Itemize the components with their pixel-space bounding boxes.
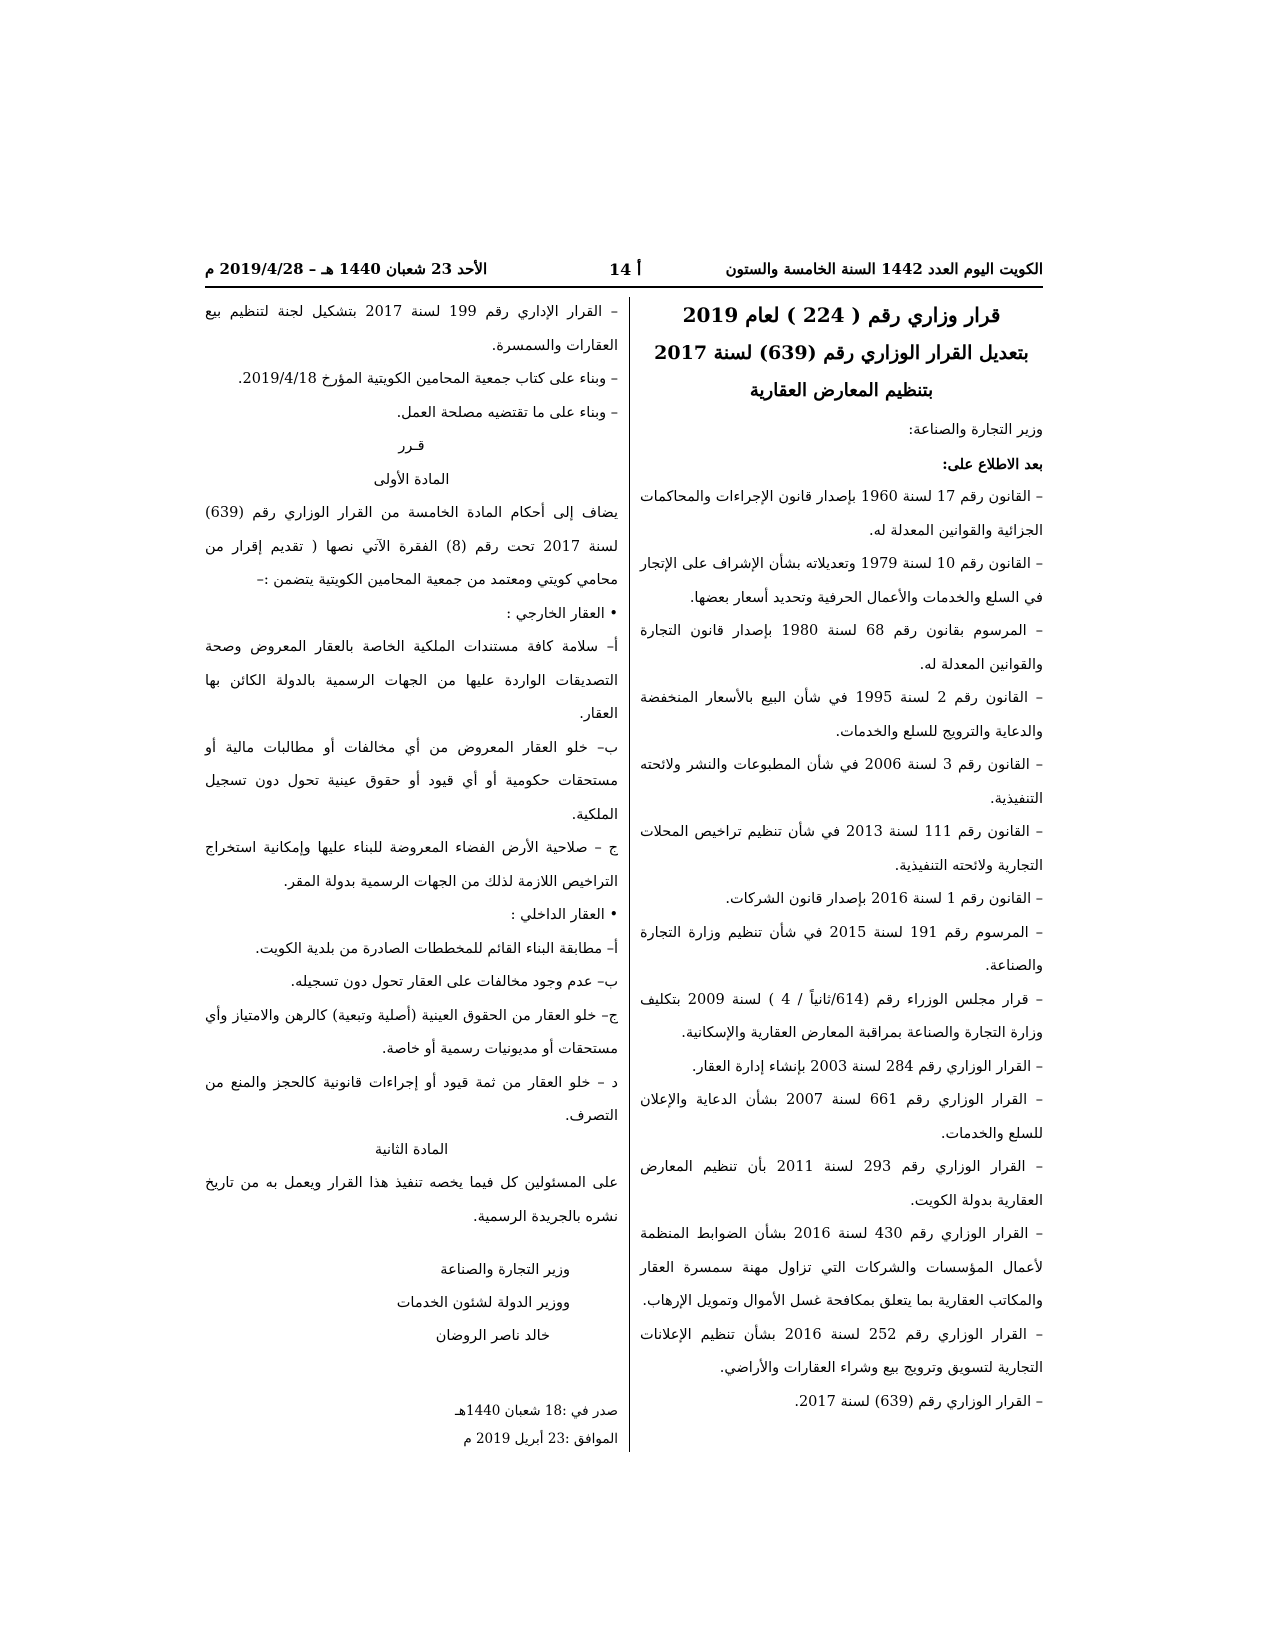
signature-title-1: وزير التجارة والصناعة xyxy=(440,1262,570,1278)
reference-item: – المرسوم بقانون رقم 68 لسنة 1980 بإصدار قانون التجارة والقوانين المعدلة له. xyxy=(640,623,1043,673)
minister-line: وزير التجارة والصناعة: xyxy=(908,422,1043,438)
issue-date-block xyxy=(205,1397,618,1453)
article-2-title: المادة الثانية xyxy=(374,1141,449,1158)
reference-item: – القرار الوزاري رقم (639) لسنة 2017. xyxy=(794,1393,1043,1410)
reference-item: – وبناء على ما تقتضيه مصلحة العمل. xyxy=(396,404,618,421)
page-header xyxy=(205,254,1043,284)
reference-item: – القانون رقم 17 لسنة 1960 بإصدار قانون الإجراءات والمحاكمات الجزائية والقوانين المعدلة له. xyxy=(640,489,1043,539)
reference-item: – القانون رقم 3 لسنة 2006 في شأن المطبوعات والنشر ولائحته التنفيذية. xyxy=(640,757,1043,807)
decision-subtitle: بتعديل القرار الوزاري رقم (639) لسنة 2017 xyxy=(654,342,1029,364)
reference-item: – القرار الوزاري رقم 284 لسنة 2003 بإنشاء إدارة العقار. xyxy=(691,1058,1043,1075)
external-item: ج – صلاحية الأرض الفضاء المعروضة للبناء عليها وإمكانية استخراج التراخيص اللازمة لذلك من الجهات الرسمية بدولة المقر. xyxy=(205,840,618,890)
reference-item: – القرار الإداري رقم 199 لسنة 2017 بتشكيل لجنة لتنظيم بيع العقارات والسمسرة. xyxy=(205,304,618,354)
internal-item: د – خلو العقار من ثمة قيود أو إجراءات قانونية كالحجز والمنع من التصرف. xyxy=(205,1074,618,1124)
reference-item: – القانون رقم 10 لسنة 1979 وتعديلاته بشأن الإشراف على الإتجار في السلع والخدمات والأعمال الحرفية وتحديد أسعار بعضها. xyxy=(640,556,1043,606)
reference-item: – القانون رقم 111 لسنة 2013 في شأن تنظيم تراخيص المحلات التجارية ولائحته التنفيذية. xyxy=(640,824,1043,874)
after-review-line: بعد الاطلاع على: xyxy=(942,455,1043,473)
decision-title: قرار وزاري رقم ( 224 ) لعام 2019 xyxy=(682,303,1001,327)
internal-item: أ– مطابقة البناء القائم للمخططات الصادرة من بلدية الكويت. xyxy=(255,940,618,957)
reference-item: – القرار الوزاري رقم 430 لسنة 2016 بشأن الضوابط المنظمة لأعمال المؤسسات والشركات التي تزاول مهنة سمسرة العقار والمكاتب العقارية بما يتعلق بمكافحة غسل الأموال وتمويل الإرهاب. xyxy=(640,1226,1043,1309)
reference-item: – وبناء على كتاب جمعية المحامين الكويتية المؤرخ 2019/4/18. xyxy=(237,371,618,387)
article-2-text: على المسئولين كل فيما يخصه تنفيذ هذا القرار ويعمل به من تاريخ نشره بالجريدة الرسمية. xyxy=(205,1175,618,1225)
external-item: أ– سلامة كافة مستندات الملكية الخاصة بالعقار المعروض وصحة التصديقات الواردة عليها من الجهات الرسمية بالدولة الكائن بها العقار. xyxy=(205,639,618,722)
issue-date-hijri: صدر في :18 شعبان 1440هـ xyxy=(454,1403,618,1419)
signature-title-2: ووزير الدولة لشئون الخدمات xyxy=(396,1295,570,1311)
reference-item: – المرسوم رقم 191 لسنة 2015 في شأن تنظيم وزارة التجارة والصناعة. xyxy=(640,924,1043,974)
header-date: الأحد 23 شعبان 1440 هـ – 2019/4/28 م xyxy=(205,260,488,278)
reference-item: – القرار الوزاري رقم 252 لسنة 2016 بشأن تنظيم الإعلانات التجارية لتسويق وترويج بيع وشراء العقارات والأراضي. xyxy=(640,1326,1043,1376)
reference-item: – قرار مجلس الوزراء رقم (614/ثانياً / 4 ) لسنة 2009 بتكليف وزارة التجارة والصناعة بمراقبة المعارض العقارية والإسكانية. xyxy=(640,991,1043,1041)
reference-item: – القانون رقم 1 لسنة 2016 بإصدار قانون الشركات. xyxy=(725,891,1043,907)
signature-block xyxy=(205,1254,618,1353)
issue-date-gregorian: الموافق :23 أبريل 2019 م xyxy=(463,1431,618,1447)
header-page-number: أ 14 xyxy=(609,260,642,279)
external-property-heading: • العقار الخارجي : xyxy=(506,605,618,622)
signature-name: خالد ناصر الروضان xyxy=(435,1328,550,1344)
article-1-title: المادة الأولى xyxy=(373,471,450,488)
reference-item: – القانون رقم 2 لسنة 1995 في شأن البيع بالأسعار المنخفضة والدعاية والترويج للسلع والخدمات. xyxy=(640,690,1043,740)
header-divider xyxy=(205,286,1043,288)
right-column xyxy=(640,296,1043,1419)
article-1-text: يضاف إلى أحكام المادة الخامسة من القرار الوزاري رقم (639) لسنة 2017 تحت رقم (8) الفقرة الآتي نصها ( تقديم إقرار من محامي كويتي ومعتمد من جمعية المحامين الكويتية يتضمن :– xyxy=(205,505,618,588)
decided-heading: قـرر xyxy=(398,438,425,454)
header-issue-info: الكويت اليوم العدد 1442 السنة الخامسة والستون xyxy=(725,260,1043,278)
internal-property-heading: • العقار الداخلي : xyxy=(510,907,618,923)
reference-item: – القرار الوزاري رقم 293 لسنة 2011 بأن تنظيم المعارض العقارية بدولة الكويت. xyxy=(640,1159,1043,1209)
left-column xyxy=(205,296,618,1234)
external-item: ب– خلو العقار المعروض من أي مخالفات أو مطالبات مالية أو مستحقات حكومية أو أي قيود أو حقوق عينية تحول دون تسجيل الملكية. xyxy=(205,739,618,823)
reference-item: – القرار الوزاري رقم 661 لسنة 2007 بشأن الدعاية والإعلان للسلع والخدمات. xyxy=(640,1092,1043,1142)
internal-item: ب– عدم وجود مخالفات على العقار تحول دون تسجيله. xyxy=(290,974,618,990)
internal-item: ج– خلو العقار من الحقوق العينية (أصلية وتبعية) كالرهن والامتياز وأي مستحقات أو مديونيات رسمية أو خاصة. xyxy=(205,1007,618,1057)
column-divider xyxy=(629,297,630,1452)
decision-subject: بتنظيم المعارض العقارية xyxy=(749,380,934,401)
